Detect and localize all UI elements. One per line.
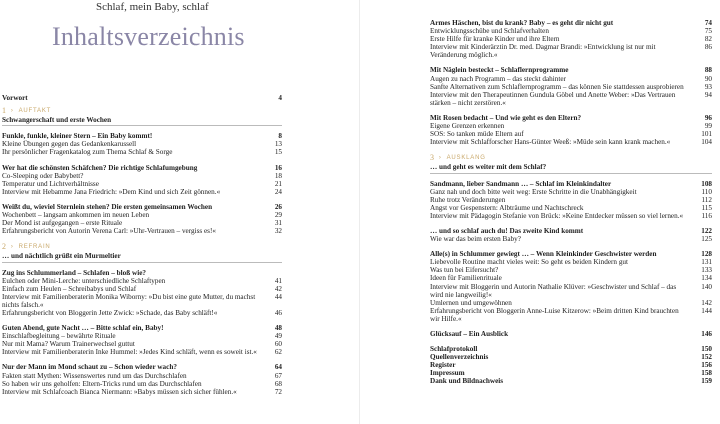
- toc-entry[interactable]: [430, 180, 712, 188]
- entry-title: Einfach zum Heulen – Schreibabys und Schlaf: [2, 284, 137, 293]
- toc-entry[interactable]: [2, 277, 282, 285]
- entry-title: Erfahrungsbericht von Bloggerin Anne-Luise Kitzerow: »Beim dritten Kind brauchten wir Hilfe.«: [430, 306, 679, 323]
- entry-page: 24: [274, 187, 282, 196]
- entry-title: SOS: So tanken müde Eltern auf: [430, 130, 524, 139]
- toc-entry[interactable]: [2, 324, 282, 332]
- toc-entry[interactable]: [430, 27, 712, 35]
- entry-title: Umlernen und umgewöhnen: [430, 298, 512, 307]
- entry-page: 108: [701, 179, 712, 188]
- entry-title: Fakten statt Mythen: Wissenswertes rund um das Durchschlafen: [2, 371, 187, 380]
- entry-page: 131: [701, 258, 712, 267]
- entry-title: Glücksauf – Ein Ausblick: [430, 330, 509, 338]
- entry-title: Einschlafbegleitung – bewährte Rituale: [2, 332, 116, 341]
- entry-title: Kleine Übungen gegen das Gedankenkarussell: [2, 140, 137, 149]
- toc-entry[interactable]: [430, 235, 712, 243]
- entry-page: 86: [704, 43, 712, 52]
- entry-page: 104: [701, 138, 712, 147]
- entry-title: Augen zu nach Programm – das steckt dahinter: [430, 74, 566, 83]
- toc-group: [2, 269, 282, 318]
- toc-entry[interactable]: [430, 130, 712, 138]
- right-page: [360, 0, 720, 424]
- entry-title: Erfahrungsbericht von Bloggerin Jette Zwick: »Schade, das Baby schläft!«: [2, 308, 218, 317]
- entry-page: 62: [274, 348, 282, 357]
- entry-page: 144: [701, 306, 712, 315]
- toc-entry[interactable]: [430, 377, 712, 385]
- toc-entry[interactable]: [2, 348, 282, 356]
- entry-title: Sanfte Alternativen zum Schlaflernprogramm – das können Sie stattdessen ausprobieren: [430, 82, 684, 91]
- entry-title: Interview mit Familienberaterin Inke Hummel: »Jedes Kind schläft, wenn es soweit ist.«: [2, 348, 257, 357]
- toc-entry[interactable]: [430, 91, 712, 107]
- entry-page: 16: [274, 163, 282, 172]
- toc-entry[interactable]: [430, 227, 712, 235]
- entry-page: 125: [701, 235, 712, 244]
- section-name: REFRAIN: [18, 244, 51, 251]
- entry-page: 82: [704, 35, 712, 44]
- entry-title: Interview mit Familienberaterin Monika Wiborny: »Du bist eine gute Mutter, du machst nichts falsch.«: [2, 292, 256, 309]
- entry-page: 122: [701, 226, 712, 235]
- entry-title: Guten Abend, gute Nacht … – Bitte schlaf ein, Baby!: [2, 324, 164, 333]
- entry-page: 29: [274, 211, 282, 220]
- toc-group: [2, 363, 282, 395]
- right-toc-column: [430, 19, 712, 386]
- toc-entry[interactable]: [2, 363, 282, 371]
- entry-title: Liebevolle Routine macht vieles weit: So geht es beiden Kindern gut: [430, 258, 629, 267]
- toc-entry[interactable]: [430, 258, 712, 266]
- toc-entry[interactable]: [430, 361, 712, 369]
- entry-page: 75: [704, 27, 712, 36]
- entry-page: 4: [278, 94, 282, 102]
- toc-entry[interactable]: [430, 274, 712, 282]
- entry-page: 146: [701, 330, 712, 338]
- entry-title: Entwicklungsschübe und Schlafverhalten: [430, 27, 549, 36]
- entry-title: Interview mit Pädagogin Stefanie von Brück: »Keine Entdecker müssen so viel lernen.«: [430, 211, 684, 220]
- chevron-right-icon: ›: [10, 244, 14, 251]
- entry-page: 21: [274, 179, 282, 188]
- toc-group: [430, 250, 712, 323]
- entry-title: Wer hat die schönsten Schäfchen? Die richtige Schlafumgebung: [2, 163, 198, 172]
- entry-title: Vorwort: [2, 94, 28, 102]
- entry-page: 116: [701, 211, 712, 220]
- toc-entry[interactable]: [430, 369, 712, 377]
- entry-title: Mit Näglein besteckt – Schlaflernprogramme: [430, 66, 569, 75]
- entry-page: 68: [274, 379, 282, 388]
- entry-title: Wie war das beim ersten Baby?: [430, 235, 521, 244]
- entry-page: 72: [274, 387, 282, 396]
- entry-page: 158: [701, 369, 712, 378]
- entry-title: Interview mit Hebamme Jana Friedrich: »Dem Kind und sich Zeit gönnen.«: [2, 187, 221, 196]
- entry-page: 110: [701, 187, 712, 196]
- toc-entry[interactable]: [2, 388, 282, 396]
- entry-page: 152: [701, 353, 712, 362]
- toc-entry[interactable]: [2, 227, 282, 235]
- entry-page: 15: [274, 148, 282, 157]
- entry-title: Ideen für Familienrituale: [430, 274, 502, 283]
- entry-title: Der Mond ist aufgegangen – erste Rituale: [2, 219, 123, 228]
- entry-title: Temperatur und Lichtverhältnisse: [2, 179, 99, 188]
- section-header-2: [2, 243, 282, 251]
- toc-entry[interactable]: [2, 269, 282, 277]
- toc-entry[interactable]: [2, 372, 282, 380]
- entry-page: 142: [701, 298, 712, 307]
- entry-title: Co-Sleeping oder Babybett?: [2, 171, 84, 180]
- toc-entry[interactable]: [2, 164, 282, 172]
- entry-title: Interview mit Schlafcoach Bianca Niermann: »Babys müssen sich sicher fühlen.«: [2, 387, 237, 396]
- entry-page: 49: [274, 332, 282, 341]
- entry-title: Register: [430, 361, 456, 370]
- entry-title: Dank und Bildnachweis: [430, 377, 504, 386]
- toc-entry[interactable]: [2, 285, 282, 293]
- entry-title: Quellenverzeichnis: [430, 353, 489, 362]
- entry-page: 134: [701, 274, 712, 283]
- toc-entry[interactable]: [430, 196, 712, 204]
- toc-entry[interactable]: [2, 140, 282, 148]
- entry-page: 93: [704, 82, 712, 91]
- toc-group: [2, 132, 282, 156]
- entry-title: Zug ins Schlummerland – Schlafen – bloß wie?: [2, 268, 146, 277]
- section-header-3: [430, 154, 712, 162]
- entry-page: 112: [701, 195, 712, 204]
- entry-title: Interview mit Schlafforscher Hans-Günter Weeß: »Müde sein kann krank machen.«: [430, 138, 671, 147]
- entry-page: 48: [274, 324, 282, 333]
- entry-title: Wochenbett – langsam ankommen im neuen Leben: [2, 211, 150, 220]
- entry-title: Mit Rosen bedacht – Und wie geht es den Eltern?: [430, 113, 582, 122]
- entry-title: Funkle, funkle, kleiner Stern – Ein Baby kommt!: [2, 132, 153, 141]
- entry-page: 8: [278, 132, 282, 141]
- section-number: 2: [2, 242, 7, 252]
- entry-page: 90: [704, 74, 712, 83]
- toc-entry-vorwort[interactable]: [2, 94, 282, 102]
- entry-page: 159: [701, 377, 712, 386]
- section-number: 3: [430, 153, 435, 163]
- entry-title: Eigene Grenzen erkennen: [430, 122, 505, 131]
- entry-page: 115: [701, 203, 712, 212]
- toc-group: [430, 66, 712, 106]
- entry-title: Ruhe trotz Veränderungen: [430, 195, 506, 204]
- toc-entry[interactable]: [430, 138, 712, 146]
- chevron-right-icon: ›: [10, 108, 14, 115]
- toc-group: [2, 324, 282, 356]
- entry-page: 26: [274, 202, 282, 211]
- toc-entry[interactable]: [2, 309, 282, 317]
- entry-title: Interview mit Kinderärztin Dr. med. Dagmar Brandi: »Entwicklung ist nur mit Veränderung möglich.«: [430, 43, 656, 60]
- entry-title: Weißt du, wieviel Sternlein stehen? Die ersten gemeinsamen Wochen: [2, 202, 213, 211]
- entry-title: Schlafprotokoll: [430, 345, 478, 354]
- entry-title: Impressum: [430, 369, 465, 378]
- toc-entry[interactable]: [430, 83, 712, 91]
- toc-group: [430, 19, 712, 59]
- toc-entry[interactable]: [2, 203, 282, 211]
- divider: [2, 262, 282, 263]
- toc-group: [2, 164, 282, 196]
- toc-entry[interactable]: [430, 250, 712, 258]
- section-subtitle: Schwangerschaft und erste Wochen: [2, 116, 112, 125]
- entry-title: Alle(s) in Schlummer gewiegt … – Wenn Kleinkinder Geschwister werden: [430, 250, 657, 259]
- entry-page: 31: [274, 219, 282, 228]
- entry-title: Ihr persönlicher Fragenkatalog zum Thema Schlaf & Sorge: [2, 148, 173, 157]
- entry-title: Was tun bei Eifersucht?: [430, 266, 499, 275]
- entry-title: So haben wir uns geholfen: Eltern-Tricks rund um das Durchschlafen: [2, 379, 202, 388]
- toc-group: [430, 180, 712, 220]
- entry-page: 128: [701, 250, 712, 259]
- section-subtitle: … und geht es weiter mit dem Schlaf?: [430, 163, 547, 172]
- entry-page: 44: [274, 292, 282, 301]
- entry-page: 67: [274, 371, 282, 380]
- entry-page: 41: [274, 276, 282, 285]
- entry-page: 156: [701, 361, 712, 370]
- entry-title: Interview mit den Therapeutinnen Gundula Göbel und Anette Weber: »Das Vertrauen stärken – nicht zerstören.«: [430, 90, 676, 107]
- toc-entry[interactable]: [430, 204, 712, 212]
- toc-entry[interactable]: [430, 19, 712, 27]
- toc-entry[interactable]: [430, 66, 712, 74]
- entry-page: 133: [701, 266, 712, 275]
- entry-page: 96: [704, 113, 712, 122]
- toc-entry[interactable]: [430, 43, 712, 59]
- section-subtitle: … und nächtlich grüßt ein Murmeltier: [2, 252, 121, 261]
- toc-entry[interactable]: [430, 283, 712, 299]
- entry-title: … und so schlaf auch du! Das zweite Kind kommt: [430, 226, 584, 235]
- entry-title: Interview mit Bloggerin und Autorin Nathalie Klüver: »Geschwister und Schlaf – das wird nie langweilig!«: [430, 282, 677, 299]
- toc-group: [430, 345, 712, 385]
- toc-entry[interactable]: [430, 188, 712, 196]
- entry-title: Eulchen oder Mini-Lerche: unterschiedliche Schlaftypen: [2, 276, 166, 285]
- toc-entry[interactable]: [2, 180, 282, 188]
- divider: [430, 173, 712, 174]
- section-name: AUFTAKT: [18, 108, 52, 115]
- entry-page: 13: [274, 140, 282, 149]
- toc-entry[interactable]: [2, 211, 282, 219]
- section-name: AUSKLANG: [446, 155, 486, 162]
- chevron-right-icon: ›: [438, 155, 442, 162]
- divider: [2, 125, 282, 126]
- toc-entry[interactable]: [430, 299, 712, 307]
- toc-entry[interactable]: [430, 35, 712, 43]
- entry-title: Armes Häschen, bist du krank? Baby – es geht dir nicht gut: [430, 19, 614, 27]
- toc-entry[interactable]: [2, 219, 282, 227]
- toc-entry[interactable]: [2, 332, 282, 340]
- entry-title: Erfahrungsbericht von Autorin Verena Carl: »Uhr-Vertrauen – vergiss es!«: [2, 227, 216, 236]
- toc-entry[interactable]: [430, 114, 712, 122]
- toc-entry[interactable]: [2, 172, 282, 180]
- toc-title: Inhaltsverzeichnis: [52, 22, 245, 51]
- book-header: Schlaf, mein Baby, schlaf: [96, 1, 209, 13]
- toc-entry[interactable]: [430, 353, 712, 361]
- entry-page: 74: [704, 19, 712, 27]
- toc-entry[interactable]: [2, 188, 282, 196]
- entry-page: 88: [704, 66, 712, 75]
- toc-entry[interactable]: [430, 75, 712, 83]
- toc-entry[interactable]: [430, 122, 712, 130]
- entry-title: Sandmann, lieber Sandmann … – Schlaf im Kleinkindalter: [430, 179, 612, 188]
- entry-page: 18: [274, 171, 282, 180]
- section-header-1: [2, 107, 282, 115]
- toc-entry[interactable]: [430, 345, 712, 353]
- entry-page: 101: [701, 130, 712, 139]
- entry-page: 32: [274, 227, 282, 236]
- toc-entry[interactable]: [430, 330, 712, 338]
- entry-title: Nur der Mann im Mond schaut zu – Schon wieder wach?: [2, 363, 177, 372]
- toc-entry[interactable]: [430, 266, 712, 274]
- entry-page: 140: [701, 282, 712, 291]
- toc-entry[interactable]: [430, 307, 712, 323]
- entry-page: 64: [274, 363, 282, 372]
- entry-title: Angst vor Gespenstern: Albträume und Nachtschreck: [430, 203, 584, 212]
- entry-title: Ganz nah und doch bitte weit weg: Erste Schritte in die Unabhängigkeit: [430, 187, 637, 196]
- toc-group: [430, 227, 712, 243]
- entry-page: 60: [274, 340, 282, 349]
- entry-page: 42: [274, 284, 282, 293]
- entry-title: Erste Hilfe für kranke Kinder und ihre Eltern: [430, 35, 560, 44]
- toc-entry[interactable]: [2, 293, 282, 309]
- entry-page: 94: [704, 90, 712, 99]
- entry-page: 99: [704, 122, 712, 131]
- section-number: 1: [2, 106, 7, 116]
- entry-title: Nur mit Mama? Warum Trainerwechsel guttut: [2, 340, 135, 349]
- toc-entry[interactable]: [2, 340, 282, 348]
- toc-group: [430, 114, 712, 146]
- toc-entry[interactable]: [430, 212, 712, 220]
- left-toc-column: [2, 94, 282, 396]
- toc-entry[interactable]: [2, 148, 282, 156]
- entry-page: 150: [701, 345, 712, 354]
- entry-page: 46: [274, 308, 282, 317]
- toc-group: [2, 203, 282, 235]
- toc-entry[interactable]: [2, 380, 282, 388]
